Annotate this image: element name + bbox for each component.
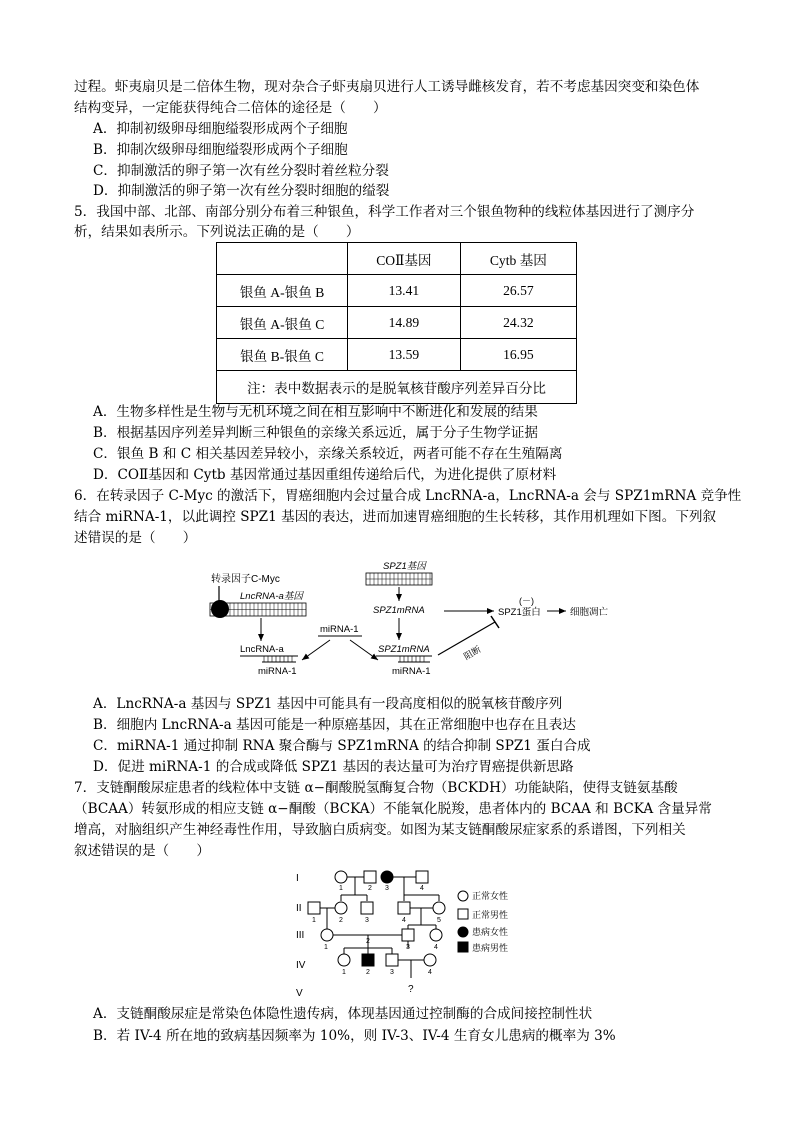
spz1-gene-dna (366, 573, 432, 585)
q5-option-c: C．银鱼 B 和 C 相关基因差异较小，亲缘关系较近，两者可能不存在生殖隔离 (93, 446, 563, 462)
q6-option-a: A．LncRNA-a 基因与 SPZ1 基因中可能具有一段高度相似的脱氧核苷酸序列 (93, 696, 563, 712)
mirna-left-label: miRNA-1 (258, 666, 297, 677)
generation-label: I (296, 873, 299, 884)
q6-option-c: C．miRNA-1 通过抑制 RNA 聚合酶与 SPZ1mRNA 的结合抑制 SPZ1 蛋白合成 (93, 738, 591, 754)
legend-label: 患病男性 (472, 943, 509, 953)
q4-option-c: C．抑制激活的卵子第一次有丝分裂时着丝粒分裂 (93, 163, 389, 179)
individual-number: 2 (368, 885, 372, 892)
spz1-mrna2-label: SPZ1mRNA (378, 644, 430, 655)
individual-number: 3 (365, 917, 369, 924)
spz1-gene-label: SPZ1基因 (383, 561, 426, 572)
q6-stem-line1: 6．在转录因子 C-Myc 的激活下，胃癌细胞内会过量合成 LncRNA-a，LncRNA-a 会与 SPZ1mRNA 竞争性 (74, 488, 742, 504)
q7-stem-line2: （BCAA）转氨形成的相应支链 α−酮酸（BCKA）不能氧化脱羧，患者体内的 BCAA 和 BCKA 含量异常 (74, 801, 712, 817)
mirna-to-lncrna-arrow (302, 640, 330, 660)
q7-stem-line1: 7．支链酮酸尿症患者的线粒体中支链 α−酮酸脱氢酶复合物（BCKDH）功能缺陷，使得支链氨基酸 (74, 780, 678, 796)
individual-number: 5 (437, 917, 441, 924)
individual-number: 1 (339, 885, 343, 892)
tf-label: 转录因子C-Myc (211, 574, 280, 585)
q4-option-b: B．抑制次级卵母细胞缢裂形成两个子细胞 (93, 142, 348, 158)
spz1-protein-label: SPZ1蛋白 (498, 607, 541, 618)
generation-label: V (296, 988, 303, 999)
q4-stem-line2: 结构变异，一定能获得纯合二倍体的途径是（ ） (74, 100, 387, 116)
individual-number: 1 (342, 969, 346, 976)
spz1-mrna-label: SPZ1mRNA (373, 605, 425, 616)
table-cell: 银鱼 A-银鱼 C (217, 307, 348, 339)
legend-label: 患病女性 (472, 927, 509, 937)
generation-label: IV (296, 960, 306, 971)
spz1-mirna-complex (376, 656, 432, 662)
individual-number: 4 (420, 885, 424, 892)
apoptosis-label: 细胞凋亡 (570, 607, 609, 618)
individual-number: 2 (366, 938, 370, 945)
table-cell: 26.57 (460, 275, 576, 307)
q7-option-a: A．支链酮酸尿症是常染色体隐性遗传病，体现基因通过控制酶的合成间接控制性状 (93, 1006, 593, 1022)
q4-option-a: A．抑制初级卵母细胞缢裂形成两个子细胞 (93, 121, 348, 137)
q7-stem-line3: 增高，对脑组织产生神经毒性作用，导致脑白质病变。如图为某支链酮酸尿症家系的系谱图，下列相关 (74, 822, 686, 838)
legend-label: 正常女性 (472, 891, 509, 901)
table-header-cell: Cytb 基因 (460, 243, 576, 275)
unknown-child-mark: ? (408, 984, 414, 995)
q6-stem-line2: 结合 miRNA-1，以此调控 SPZ1 基因的表达，进而加速胃癌细胞的生长转移，其作用机理如下图。下列叙 (74, 509, 717, 525)
individual-number: 2 (366, 969, 370, 976)
individual-number: 3 (385, 885, 389, 892)
generation-label: II (296, 903, 302, 914)
table-cell: 银鱼 A-银鱼 B (217, 275, 348, 307)
legend-label: 正常男性 (472, 910, 509, 920)
individual-number: 3 (406, 944, 410, 951)
lncrna-label: LncRNA-a (240, 644, 284, 655)
table-note: 注：表中数据表示的是脱氧核苷酸序列差异百分比 (217, 371, 577, 404)
table-header-cell: COⅡ基因 (348, 243, 461, 275)
table-cell: 银鱼 B-银鱼 C (217, 339, 348, 371)
q4-option-d: D．抑制激活的卵子第一次有丝分裂时细胞的缢裂 (93, 183, 390, 199)
individual-number: 1 (324, 944, 328, 951)
q6-option-b: B．细胞内 LncRNA-a 基因可能是一种原癌基因，其在正常细胞中也存在且表达 (93, 717, 576, 733)
mirna-right-label: miRNA-1 (392, 666, 431, 677)
table-cell: 24.32 (460, 307, 576, 339)
individual-number: 4 (434, 944, 438, 951)
q5-stem-line1: 5．我国中部、北部、南部分别分布着三种银鱼，科学工作者对三个银鱼物种的线粒体基因进行了测序分 (74, 204, 695, 220)
individual-number: 2 (339, 917, 343, 924)
individual-number: 4 (428, 969, 432, 976)
c-myc-protein (211, 600, 229, 618)
individual-number: 3 (390, 969, 394, 976)
q6-stem-line3: 述错误的是（ ） (74, 530, 197, 546)
q5-option-a: A．生物多样性是生物与无机环境之间在相互影响中不断进化和发展的结果 (93, 404, 538, 420)
lnc-gene-label: LncRNA-a基因 (240, 591, 303, 602)
table-cell: 13.59 (348, 339, 461, 371)
table-cell: 14.89 (348, 307, 461, 339)
generation-label: III (296, 930, 305, 941)
table-cell: 13.41 (348, 275, 461, 307)
q4-stem-line1: 过程。虾夷扇贝是二倍体生物，现对杂合子虾夷扇贝进行人工诱导雌核发育，若不考虑基因突变和染色体 (74, 79, 700, 95)
block-label: 阻断 (462, 644, 483, 662)
negative-sign: (－) (519, 596, 534, 606)
table-cell: 16.95 (460, 339, 576, 371)
q5-stem-line2: 析，结果如表所示。下列说法正确的是（ ） (74, 224, 360, 240)
q6-option-d: D．促进 miRNA-1 的合成或降低 SPZ1 基因的表达量可为治疗胃癌提供新思路 (93, 759, 574, 775)
mirna-to-spz1-arrow (350, 640, 378, 660)
lncrna-mirna-complex (240, 656, 298, 662)
mirna-center-label: miRNA-1 (320, 624, 359, 635)
q5-option-b: B．根据基因序列差异判断三种银鱼的亲缘关系远近，属于分子生物学证据 (93, 425, 538, 441)
individual-number: 1 (312, 917, 316, 924)
q7-option-b: B．若 IV-4 所在地的致病基因频率为 10%，则 IV-3、IV-4 生育女儿患病的概率为 3% (93, 1028, 616, 1044)
individual-number: 4 (402, 917, 406, 924)
q5-option-d: D．COⅡ基因和 Cytb 基因常通过基因重组传递给后代，为进化提供了原材料 (93, 467, 557, 483)
q7-stem-line4: 叙述错误的是（ ） (74, 843, 210, 859)
